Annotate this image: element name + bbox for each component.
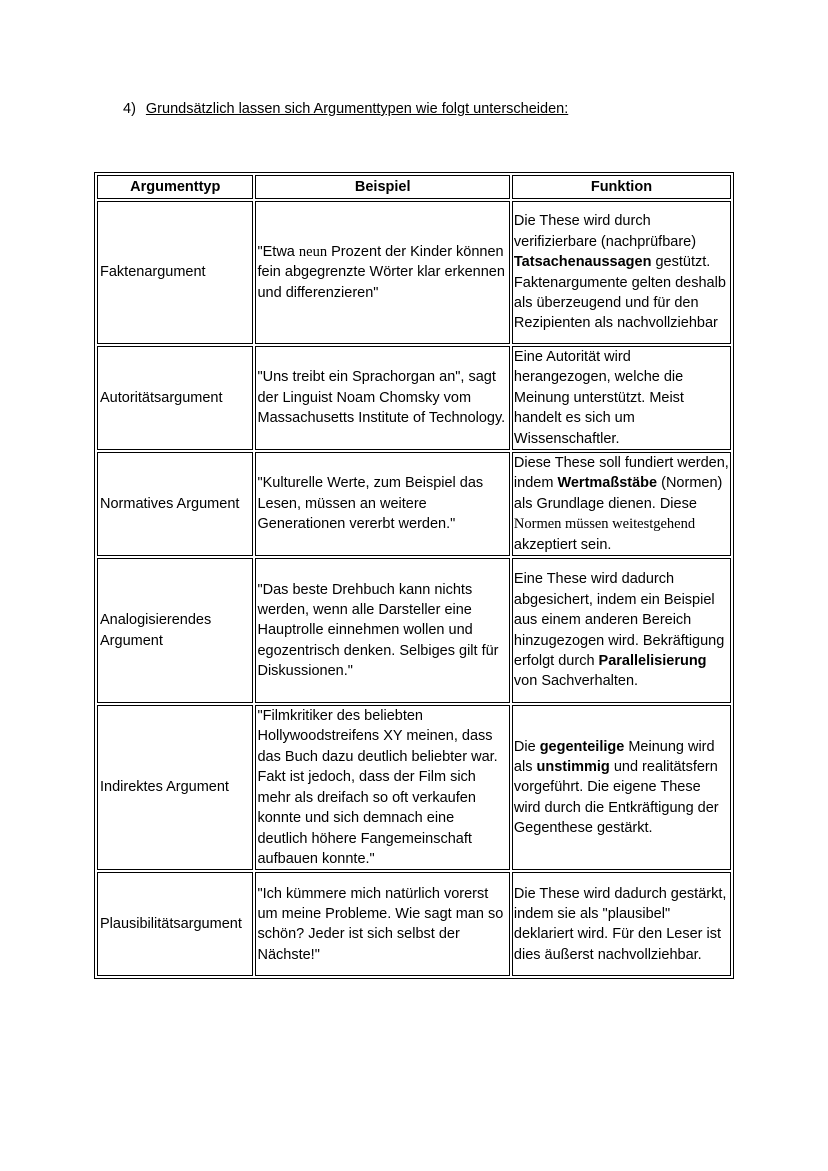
header-funktion: Funktion (512, 175, 731, 199)
function-text: Eine These wird dadurch abgesichert, indem ein Beispiel aus einem anderen Bereich hinzugezogen wird. Bekräftigung erfolgt durch (513, 571, 725, 669)
argument-type-cell: Indirektes Argument (97, 705, 253, 870)
function-text: (Normen) als Grundlage dienen. Diese (513, 475, 723, 512)
example-cell: "Das beste Drehbuch kann nichts werden, wenn alle Darsteller eine Hauptrolle einnehmen wollen und egozentrisch denken. Selbiges gilt für Diskussionen." (255, 558, 509, 703)
function-cell: Eine Autorität wird herangezogen, welche die Meinung unterstützt. Meist handelt es sich um Wissenschaftler. (512, 346, 731, 450)
header-beispiel: Beispiel (255, 175, 509, 199)
example-text: "Etwa (257, 243, 299, 260)
argument-type-cell: Faktenargument (97, 201, 253, 344)
function-text: und realitätsfern vorgeführt. Die eigene These wird durch die Entkräftigung der Gegenthese gestärkt. (513, 759, 719, 837)
function-cell (512, 558, 731, 703)
example-text: Prozent der Kinder können fein abgegrenzte Wörter klar erkennen und differenzieren" (257, 243, 505, 301)
example-cell: "Filmkritiker des beliebten Hollywoodstreifens XY meinen, dass das Buch dazu deutlich beliebter war. Fakt ist jedoch, dass der Film sich mehr als dreifach so oft verkaufen konnte und sich demnach eine deutlich höhere Fangemeinschaft aufbauen konnte." (255, 705, 509, 870)
function-keyword: Wertmaßstäbe (557, 475, 658, 492)
section-title: Grundsätzlich lassen sich Argumenttypen wie folgt unterscheiden: (145, 101, 569, 117)
function-text: Meinung wird als (513, 738, 715, 776)
example-cell: "Ich kümmere mich natürlich vorerst um meine Probleme. Wie sagt man so schön? Jeder ist sich selbst der Nächste!" (255, 872, 509, 976)
function-cell (512, 705, 731, 870)
function-cell: Die These wird dadurch gestärkt, indem sie als "plausibel" deklariert wird. Für den Leser ist dies äußerst nachvollziehbar. (512, 872, 731, 976)
argument-type-cell: Normatives Argument (97, 452, 253, 556)
argument-type-cell: Plausibilitätsargument (97, 872, 253, 976)
table-row (97, 346, 731, 450)
example-cell (255, 201, 509, 344)
argument-type-cell: Autoritätsargument (97, 346, 253, 450)
example-text-serif: neun (298, 243, 328, 260)
function-text-serif: Normen müssen weitestgehend (513, 516, 696, 533)
function-cell (512, 201, 731, 344)
example-cell: "Uns treibt ein Sprachorgan an", sagt der Linguist Noam Chomsky vom Massachusetts Institute of Technology. (255, 346, 509, 450)
table-row (97, 201, 731, 344)
example-cell: "Kulturelle Werte, zum Beispiel das Lesen, müssen an weitere Generationen vererbt werden." (255, 452, 509, 556)
table-row (97, 558, 731, 703)
section-number: 4) (123, 101, 136, 117)
function-text: akzeptiert sein. (513, 536, 612, 553)
table-row (97, 705, 731, 870)
function-keyword: gegenteilige (539, 738, 625, 755)
function-text: Diese These soll fundiert werden, indem (513, 455, 729, 492)
argument-type-cell: Analogisierendes Argument (97, 558, 253, 703)
function-text: von Sachverhalten. (513, 673, 639, 690)
function-keyword: Tatsachenaussagen (513, 254, 652, 271)
argument-types-table (94, 172, 734, 979)
function-text: gestützt. Faktenargumente gelten deshalb als überzeugend und für den Rezipienten als nachvollziehbar (513, 254, 726, 332)
header-argumenttyp: Argumenttyp (97, 175, 253, 199)
function-cell (512, 452, 731, 556)
function-text: Die (513, 738, 540, 755)
table-row (97, 872, 731, 976)
section-heading (123, 100, 568, 118)
function-keyword: unstimmig (536, 759, 610, 776)
table-header-row (97, 175, 731, 199)
table-row (97, 452, 731, 556)
function-keyword: Parallelisierung (598, 652, 707, 669)
function-text: Die These wird durch verifizierbare (nachprüfbare) (513, 213, 697, 250)
